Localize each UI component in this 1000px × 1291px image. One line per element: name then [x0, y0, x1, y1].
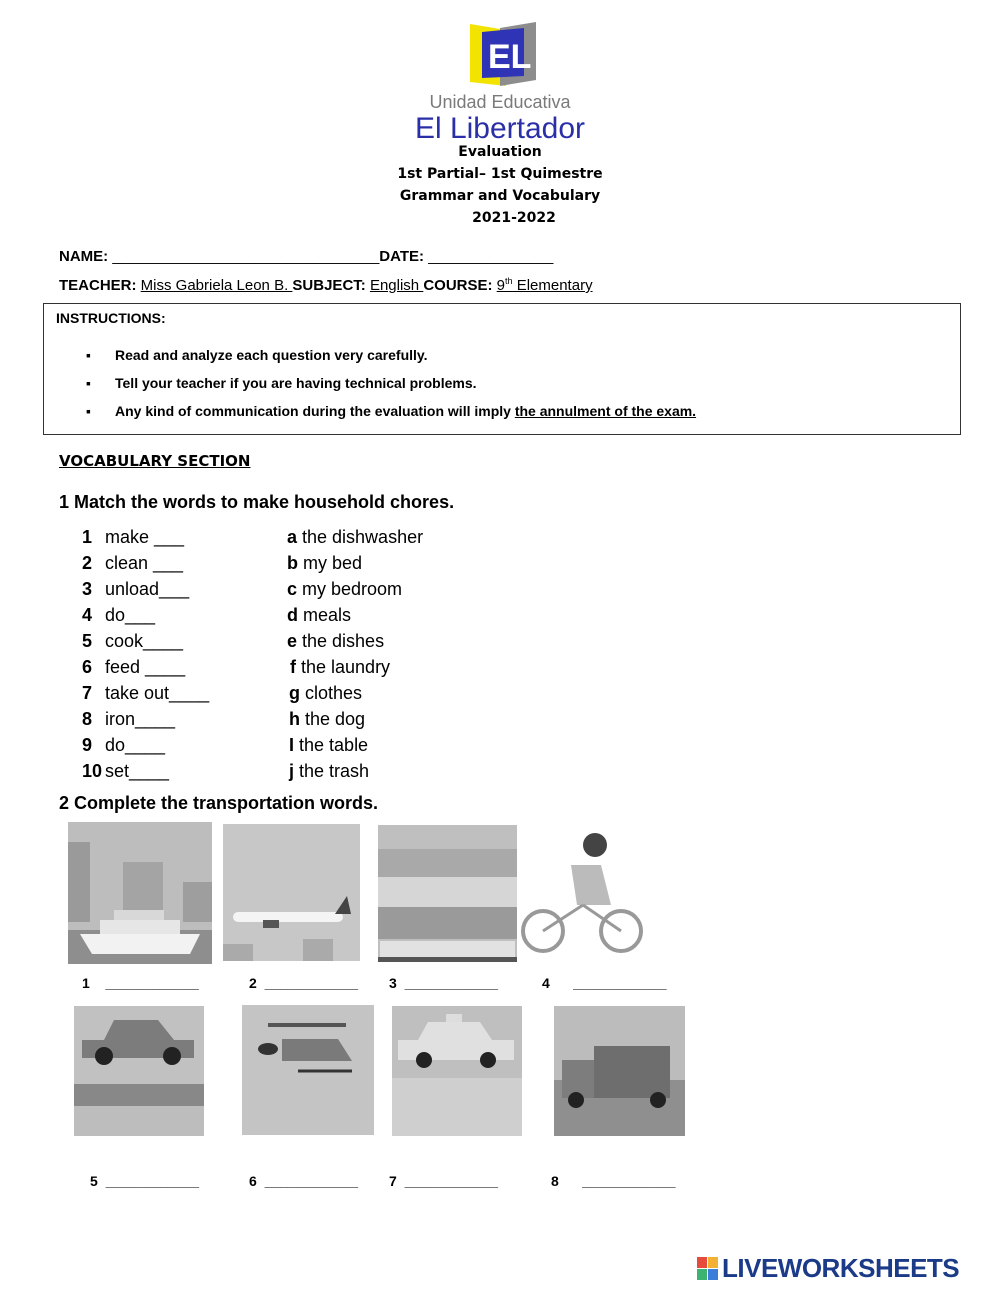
helicopter-image	[242, 1005, 374, 1135]
teacher-value: Miss Gabriela Leon B.	[140, 277, 293, 294]
instruction-item: ▪ Read and analyze each question very carefully.	[86, 347, 428, 363]
blank-label[interactable]: 8 ____________	[551, 1173, 676, 1189]
blank-label[interactable]: 2 ____________	[249, 975, 359, 991]
instruction-item: ▪ Any kind of communication during the evaluation will imply the annulment of the exam.	[86, 403, 697, 419]
bicycle-image	[521, 825, 647, 955]
instructions-title: INSTRUCTIONS:	[56, 310, 166, 326]
date-field[interactable]: _______________	[428, 248, 554, 265]
name-date-line	[59, 248, 553, 265]
annulment-warning: the annulment of the exam.	[514, 403, 697, 419]
course-label: COURSE:	[423, 277, 493, 294]
evaluation-title: Evaluation	[458, 144, 542, 160]
section-title: VOCABULARY SECTION	[59, 452, 251, 470]
liveworksheets-watermark[interactable]: LIVEWORKSHEETS	[722, 1253, 960, 1283]
school-logo	[466, 22, 538, 88]
truck-image	[554, 1006, 685, 1136]
svg-text:EL: EL	[488, 38, 532, 76]
instruction-item: ▪ Tell your teacher if you are having technical problems.	[86, 375, 477, 391]
train-image	[378, 825, 517, 962]
ship-image	[68, 822, 212, 964]
school-name-line1: Unidad Educativa	[429, 92, 571, 112]
taxi-image	[392, 1006, 522, 1136]
partial-label: 1st Partial– 1st Quimestre	[397, 166, 603, 182]
liveworksheets-logo-icon	[697, 1257, 719, 1281]
blank-label[interactable]: 4 ____________	[542, 975, 667, 991]
car-image	[74, 1006, 204, 1136]
airplane-image	[223, 824, 360, 961]
subject-value: English	[369, 277, 424, 294]
blank-label[interactable]: 7 ____________	[389, 1173, 499, 1189]
name-field[interactable]: ________________________________	[112, 248, 380, 265]
blank-label[interactable]: 3 ____________	[389, 975, 499, 991]
topic-label: Grammar and Vocabulary	[399, 188, 601, 204]
blank-label[interactable]: 1 ____________	[82, 975, 199, 991]
course-value: 9th Elementary	[496, 276, 593, 294]
question-1-title: 1 Match the words to make household chores.	[59, 492, 455, 512]
school-name-line2: El Libertador	[414, 112, 586, 145]
teacher-label: TEACHER:	[59, 277, 137, 294]
blank-label[interactable]: 6 ____________	[249, 1173, 359, 1189]
teacher-line	[59, 276, 593, 294]
year-label: 2021-2022	[472, 210, 556, 226]
subject-label: SUBJECT:	[292, 277, 366, 294]
question-2-title: 2 Complete the transportation words.	[59, 793, 379, 813]
date-label: DATE:	[379, 248, 425, 265]
blank-label[interactable]: 5 ____________	[90, 1173, 200, 1189]
name-label: NAME:	[59, 248, 109, 265]
